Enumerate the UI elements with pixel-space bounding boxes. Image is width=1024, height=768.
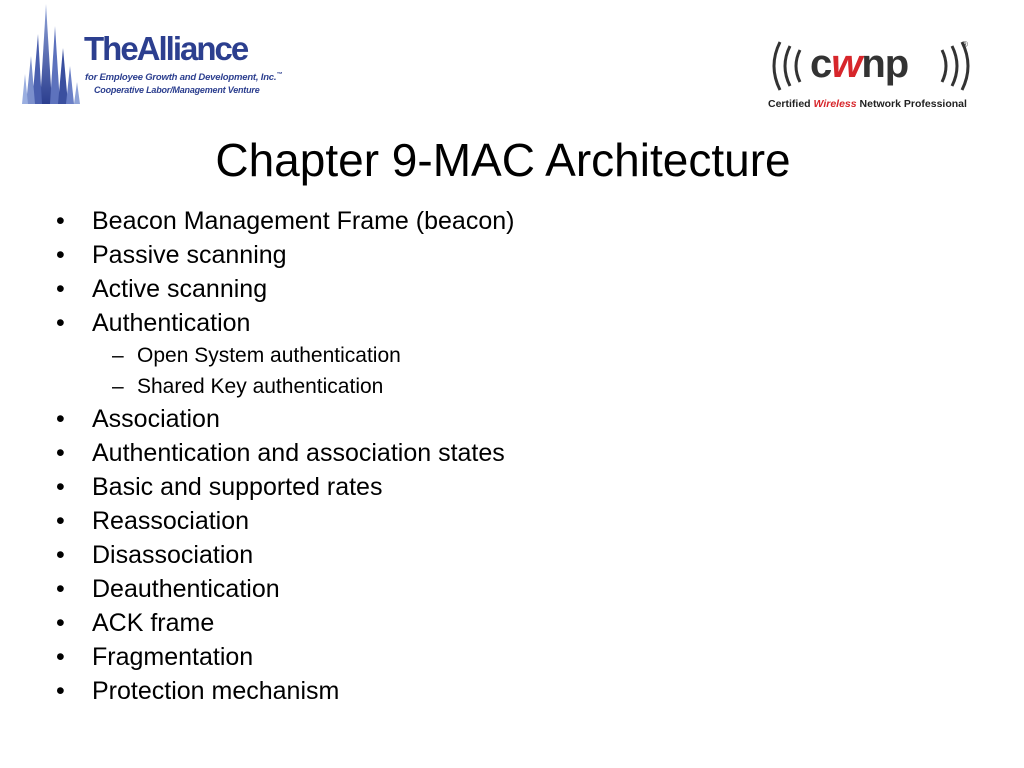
bullet-list bbox=[56, 204, 956, 708]
cwnp-logo bbox=[766, 38, 976, 112]
bullet-marker: • bbox=[56, 541, 65, 569]
list-item: • Association bbox=[56, 402, 956, 436]
sub-list-item: – Open System authentication bbox=[56, 340, 956, 371]
bullet-marker: • bbox=[56, 207, 65, 235]
dash-marker: – bbox=[112, 344, 124, 367]
bullet-marker: • bbox=[56, 439, 65, 467]
list-item: • Authentication and association states bbox=[56, 436, 956, 470]
list-item: • Protection mechanism bbox=[56, 674, 956, 708]
cwnp-logo-name: cwnp bbox=[810, 42, 909, 86]
list-item: • Active scanning bbox=[56, 272, 956, 306]
list-item: • Authentication bbox=[56, 306, 956, 340]
bullet-marker: • bbox=[56, 309, 65, 337]
bullet-marker: • bbox=[56, 575, 65, 603]
alliance-logo-subtagline: Cooperative Labor/Management Venture bbox=[94, 85, 260, 95]
alliance-spires-icon bbox=[22, 4, 86, 108]
alliance-logo-tagline: for Employee Growth and Development, Inc.™ bbox=[85, 72, 283, 83]
bullet-marker: • bbox=[56, 473, 65, 501]
list-item: • Fragmentation bbox=[56, 640, 956, 674]
sub-list-item: – Shared Key authentication bbox=[56, 371, 956, 402]
bullet-marker: • bbox=[56, 241, 65, 269]
list-item: • Beacon Management Frame (beacon) bbox=[56, 204, 956, 238]
bullet-marker: • bbox=[56, 275, 65, 303]
bullet-marker: • bbox=[56, 643, 65, 671]
bullet-marker: • bbox=[56, 507, 65, 535]
list-item: • Reassociation bbox=[56, 504, 956, 538]
alliance-logo bbox=[22, 4, 282, 108]
cwnp-registered-mark: ® bbox=[962, 40, 968, 49]
bullet-marker: • bbox=[56, 677, 65, 705]
list-item: • Disassociation bbox=[56, 538, 956, 572]
list-item: • ACK frame bbox=[56, 606, 956, 640]
alliance-logo-name: TheAlliance bbox=[84, 30, 248, 67]
list-item: • Basic and supported rates bbox=[56, 470, 956, 504]
bullet-marker: • bbox=[56, 405, 65, 433]
list-item: • Deauthentication bbox=[56, 572, 956, 606]
list-item: • Passive scanning bbox=[56, 238, 956, 272]
slide-title: Chapter 9-MAC Architecture bbox=[215, 134, 791, 186]
bullet-marker: • bbox=[56, 609, 65, 637]
dash-marker: – bbox=[112, 375, 124, 398]
cwnp-logo-tagline: Certified Wireless Network Professional bbox=[768, 98, 967, 110]
